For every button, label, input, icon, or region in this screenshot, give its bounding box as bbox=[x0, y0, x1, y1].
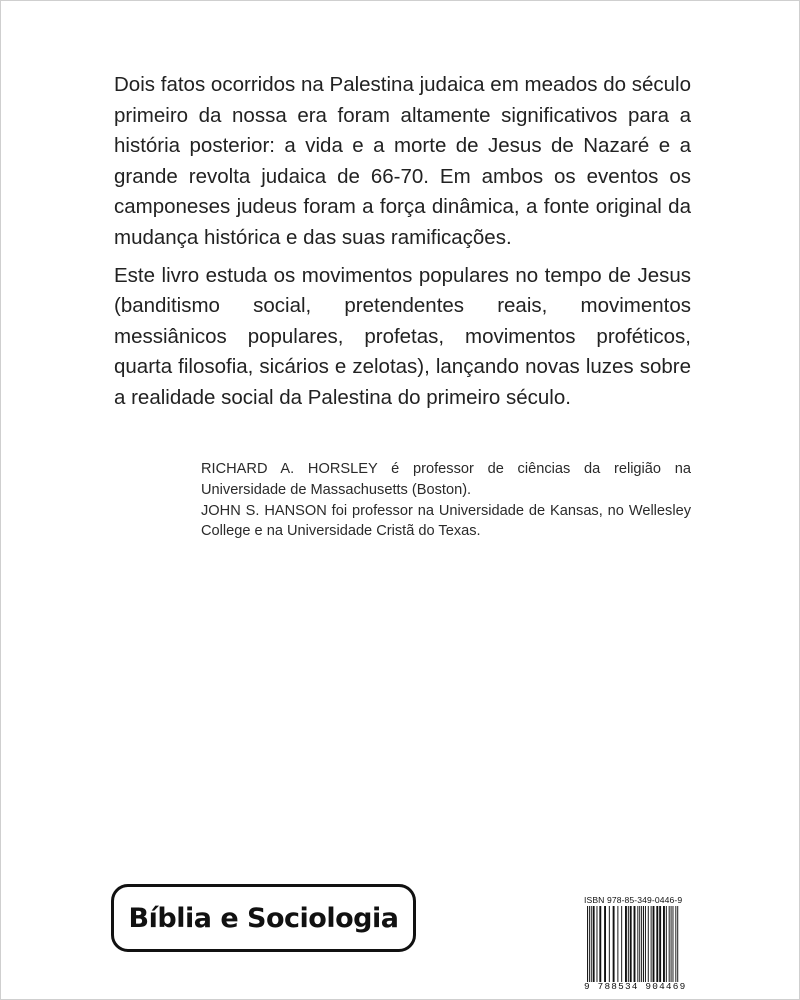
barcode-bar bbox=[637, 906, 638, 982]
barcode-icon bbox=[584, 906, 696, 982]
barcode-bar bbox=[645, 906, 646, 982]
barcode-bar bbox=[599, 906, 601, 982]
barcode-bar bbox=[648, 906, 649, 982]
barcode-bar bbox=[671, 906, 672, 982]
author-bios bbox=[201, 459, 691, 542]
barcode-bar bbox=[587, 906, 588, 982]
barcode-bar bbox=[593, 906, 595, 982]
barcode-bar bbox=[639, 906, 640, 982]
barcode-bar bbox=[643, 906, 644, 982]
barcode-bar bbox=[675, 906, 676, 982]
series-badge bbox=[111, 884, 416, 952]
barcode-bar bbox=[630, 906, 632, 982]
barcode-bar bbox=[666, 906, 667, 982]
barcode-bar bbox=[625, 906, 627, 982]
barcode-bar bbox=[673, 906, 674, 982]
barcode-bar bbox=[609, 906, 610, 982]
barcode-bar bbox=[613, 906, 615, 982]
isbn-label: ISBN 978-85-349-0446-9 bbox=[584, 895, 683, 905]
barcode-bar bbox=[634, 906, 636, 982]
author-bio-horsley: RICHARD A. HORSLEY é professor de ciências da religião na Universidade de Massachusetts (Boston). bbox=[201, 461, 691, 498]
barcode-bar bbox=[653, 906, 655, 982]
barcode-bar bbox=[597, 906, 598, 982]
barcode-bar bbox=[663, 906, 665, 982]
barcode-bar bbox=[591, 906, 592, 982]
description-paragraph-1: Dois fatos ocorridos na Palestina judaica em meados do século primeiro da nossa era foram altamente significativos para a história posterior: a vida e a morte de Jesus de Nazaré e a grande revolta judaica de 66-70. Em ambos os eventos os camponeses judeus foram a força dinâmica, a fonte original da mudança histórica e das suas ramificações. bbox=[114, 73, 691, 249]
barcode-bar bbox=[617, 906, 618, 982]
barcode-bar bbox=[656, 906, 658, 982]
barcode-bar bbox=[628, 906, 629, 982]
barcode-bar bbox=[621, 906, 622, 982]
author-bio-hanson: JOHN S. HANSON foi professor na Universidade de Kansas, no Wellesley College e na Universidade Cristã do Texas. bbox=[201, 502, 691, 540]
barcode-bar bbox=[604, 906, 606, 982]
barcode-bar bbox=[641, 906, 642, 982]
barcode-bar bbox=[669, 906, 670, 982]
description bbox=[114, 70, 691, 421]
barcode-bar bbox=[677, 906, 678, 982]
isbn-barcode bbox=[584, 895, 696, 992]
description-paragraph-2: Este livro estuda os movimentos populares no tempo de Jesus (banditismo social, pretendentes reais, movimentos messiânicos populares, profetas, movimentos proféticos, quarta filosofia, sicários e zelotas), lançando novas luzes sobre a realidade social da Palestina do primeiro século. bbox=[114, 263, 691, 409]
barcode-bar bbox=[651, 906, 652, 982]
barcode-bar bbox=[659, 906, 661, 982]
series-title: Bíblia e Sociologia bbox=[128, 902, 399, 934]
barcode-bar bbox=[589, 906, 590, 982]
barcode-digits: 9 788534 904469 bbox=[584, 981, 687, 992]
